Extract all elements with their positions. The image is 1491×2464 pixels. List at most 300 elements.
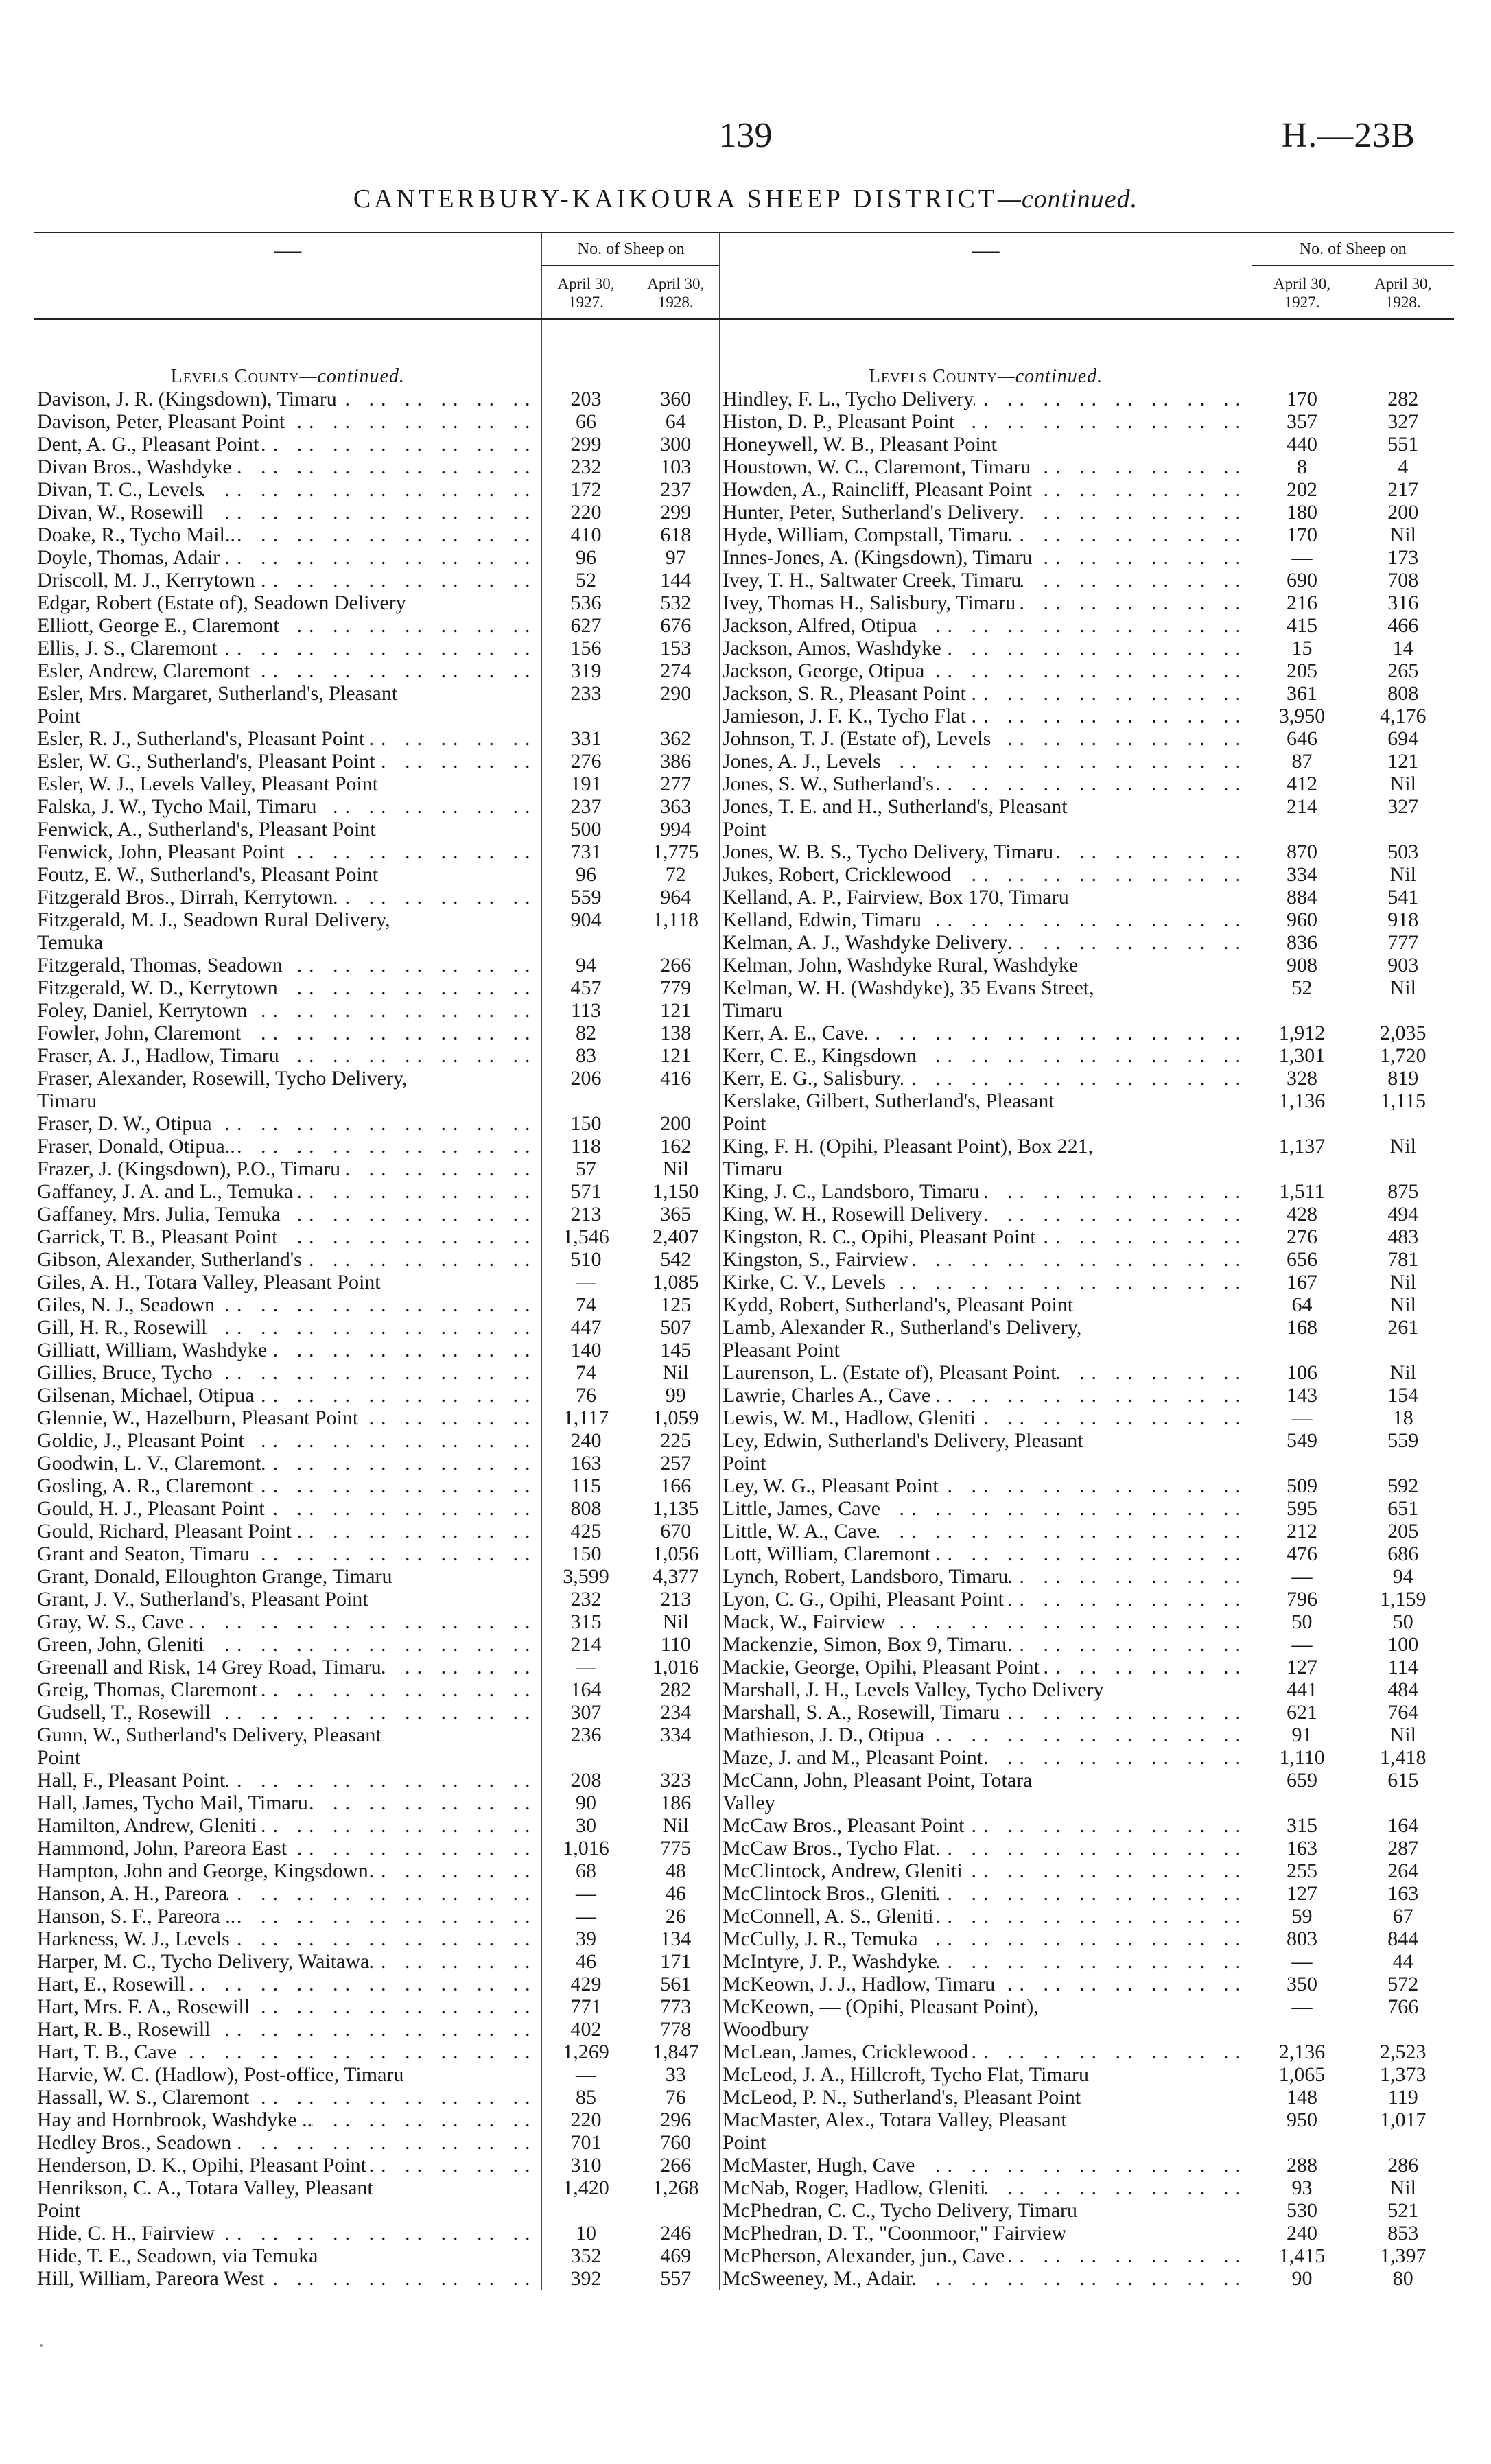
sheep-count-1928: 234 <box>631 1701 720 1724</box>
owner-name: Ivey, Thomas H., Salisbury, Timaru .. .. <box>720 591 1252 614</box>
owner-name: Henderson, D. K., Opihi, Pleasant Point .. .. <box>34 2154 541 2176</box>
table-row <box>720 2176 1454 2199</box>
table-row <box>720 1475 1454 1497</box>
table-row <box>34 727 720 750</box>
owner-name: Maze, J. and M., Pleasant Point .. .. <box>720 1746 1252 1769</box>
owner-name: Kingston, R. C., Opihi, Pleasant Point .. .. <box>720 1225 1252 1248</box>
sheep-count-1927: 90 <box>1252 2267 1352 2290</box>
owner-name: Kerr, C. E., Kingsdown .. .. <box>720 1044 1252 1067</box>
sheep-count-1928: 286 <box>1352 2154 1454 2176</box>
sheep-count-1928: 808 <box>1352 682 1454 705</box>
owner-name: Little, W. A., Cave .. .. <box>720 1520 1252 1542</box>
table-row <box>720 863 1454 886</box>
sheep-count-1928: 994 <box>631 818 720 841</box>
sheep-count-1928: 2,523 <box>1352 2041 1454 2063</box>
table-row <box>720 1814 1454 1837</box>
owner-name: Fraser, A. J., Hadlow, Timaru .. .. <box>34 1044 541 1067</box>
sheep-count-1928: Nil <box>631 1158 720 1180</box>
owner-name: Lamb, Alexander R., Sutherland's Delivery, Pleasant Point <box>720 1316 1252 1361</box>
table-row <box>34 1837 720 1859</box>
owner-name: Lewis, W. M., Hadlow, Gleniti .. .. <box>720 1407 1252 1429</box>
sheep-count-1928: 44 <box>1352 1950 1454 1973</box>
sheep-count-1928: 121 <box>631 999 720 1022</box>
owner-name: Greig, Thomas, Claremont .. .. <box>34 1678 541 1701</box>
sheep-count-1927: 59 <box>1252 1905 1352 1927</box>
table-row <box>720 1746 1454 1769</box>
sheep-count-1928: 1,418 <box>1352 1746 1454 1769</box>
sheep-count-1928: 1,135 <box>631 1497 720 1520</box>
sheep-count-1927: 771 <box>541 1995 631 2018</box>
table-row <box>34 659 720 682</box>
sheep-count-1927: 549 <box>1252 1429 1352 1475</box>
owner-name: McKeown, J. J., Hadlow, Timaru .. .. <box>720 1973 1252 1995</box>
owner-name: Kerr, A. E., Cave .. .. <box>720 1022 1252 1044</box>
owner-name: Kelman, W. H. (Washdyke), 35 Evans Street, Timaru <box>720 976 1252 1022</box>
sheep-count-1928: 778 <box>631 2018 720 2041</box>
owner-name: Goldie, J., Pleasant Point .. .. <box>34 1429 541 1452</box>
owner-name: Edgar, Robert (Estate of), Seadown Delivery <box>37 591 406 614</box>
owner-name: Esler, W. G., Sutherland's, Pleasant Point .. .. <box>34 750 541 773</box>
sheep-count-1927: 299 <box>541 433 631 456</box>
table-row <box>720 1316 1454 1361</box>
sheep-count-1927: 1,110 <box>1252 1746 1352 1769</box>
sheep-count-1927: 220 <box>541 501 631 524</box>
owner-name: Hay and Hornbrook, Washdyke .. .. .. <box>34 2109 541 2131</box>
owner-name: Mackenzie, Simon, Box 9, Timaru .. .. <box>720 1633 1252 1656</box>
sheep-count-1928: 200 <box>1352 501 1454 524</box>
sheep-count-1927: 216 <box>1252 591 1352 614</box>
owner-name: Grant, J. V., Sutherland's, Pleasant Point <box>37 1588 368 1610</box>
owner-name: Lawrie, Charles A., Cave .. .. <box>720 1384 1252 1407</box>
table-row <box>34 1905 720 1927</box>
sheep-count-1927: 627 <box>541 614 631 637</box>
table-row <box>34 569 720 591</box>
table-row <box>34 1293 720 1316</box>
sheep-count-1928: 33 <box>631 2063 720 2086</box>
owner-name: Dent, A. G., Pleasant Point .. .. <box>34 433 541 456</box>
sheep-count-1928: 1,016 <box>631 1656 720 1678</box>
sheep-count-1927: 530 <box>1252 2199 1352 2222</box>
sheep-count-1927: 1,420 <box>541 2176 631 2222</box>
table-row <box>34 1384 720 1407</box>
owner-name: Elliott, George E., Claremont .. .. <box>34 614 541 637</box>
owner-name: King, W. H., Rosewill Delivery .. .. <box>720 1203 1252 1225</box>
owner-name: Henrikson, C. A., Totara Valley, Pleasant Point <box>34 2176 541 2222</box>
sheep-count-1927: 85 <box>541 2086 631 2109</box>
sheep-count-1927: 52 <box>1252 976 1352 1022</box>
sheep-count-1927: 96 <box>541 863 631 886</box>
sheep-count-1927: 10 <box>541 2222 631 2244</box>
owner-name: Giles, A. H., Totara Valley, Pleasant Point <box>37 1271 381 1293</box>
sheep-count-1927: 1,511 <box>1252 1180 1352 1203</box>
sheep-count-1927: 115 <box>541 1475 631 1497</box>
sheep-count-1928: 386 <box>631 750 720 773</box>
sheep-count-1927: 1,136 <box>1252 1090 1352 1135</box>
owner-name: Honeywell, W. B., Pleasant Point <box>720 433 1252 456</box>
table-row <box>34 1542 720 1565</box>
sheep-count-1928: 1,720 <box>1352 1044 1454 1067</box>
sheep-count-1927: 1,301 <box>1252 1044 1352 1067</box>
owner-name-continuation: Valley <box>723 1792 775 1814</box>
sheep-count-1928: 494 <box>1352 1203 1454 1225</box>
owner-name: Hindley, F. L., Tycho Delivery .. .. <box>720 388 1252 410</box>
table-row <box>34 999 720 1022</box>
sheep-count-1928: 484 <box>1352 1678 1454 1701</box>
owner-name: McCaw Bros., Tycho Flat .. .. <box>720 1837 1252 1859</box>
owner-name: Jackson, George, Otipua .. .. <box>720 659 1252 682</box>
sheep-count-1928: 277 <box>631 773 720 795</box>
sheep-count-1927: 163 <box>1252 1837 1352 1859</box>
owner-name: Histon, D. P., Pleasant Point .. .. <box>720 410 1252 433</box>
table-row <box>34 1271 720 1293</box>
table-row <box>34 637 720 659</box>
owner-name: Kelland, A. P., Fairview, Box 170, Timaru <box>720 886 1252 908</box>
owner-name: Divan Bros., Washdyke .. .. <box>34 456 541 478</box>
sheep-count-1927: 233 <box>541 682 631 727</box>
table-row <box>34 1112 720 1135</box>
table-row <box>34 2086 720 2109</box>
sheep-count-1927: 93 <box>1252 2176 1352 2199</box>
owner-name: Lynch, Robert, Landsboro, Timaru .. .. <box>720 1565 1252 1588</box>
table-row <box>720 2041 1454 2063</box>
table-row <box>720 705 1454 727</box>
owner-name: Hide, C. H., Fairview .. .. <box>34 2222 541 2244</box>
sheep-count-1927: 64 <box>1252 1293 1352 1316</box>
left-column <box>34 232 720 2290</box>
sheep-count-1928: 50 <box>1352 1610 1454 1633</box>
owner-name: Hall, James, Tycho Mail, Timaru .. .. <box>34 1792 541 1814</box>
sheep-count-1927: 950 <box>1252 2109 1352 2154</box>
sheep-count-1928: 153 <box>631 637 720 659</box>
table-row <box>34 795 720 818</box>
owner-name: Gibson, Alexander, Sutherland's .. .. <box>34 1248 541 1271</box>
owner-name: McCann, John, Pleasant Point, Totara Valley <box>720 1769 1252 1814</box>
table-row <box>34 1316 720 1339</box>
sheep-count-1928: 541 <box>1352 886 1454 908</box>
county-heading: Levels County—continued. <box>170 366 405 387</box>
right-column <box>719 232 1453 2290</box>
owner-name: Gillies, Bruce, Tycho .. .. <box>34 1361 541 1384</box>
table-row <box>34 908 720 954</box>
owner-name: Foutz, E. W., Sutherland's, Pleasant Point <box>37 863 379 886</box>
sheep-count-1928: 853 <box>1352 2222 1454 2244</box>
sheep-count-1928: 775 <box>631 1837 720 1859</box>
sheep-count-1927: 595 <box>1252 1497 1352 1520</box>
table-row <box>34 1927 720 1950</box>
sheep-count-1927: 46 <box>541 1950 631 1973</box>
sheep-count-1928: 171 <box>631 1950 720 1973</box>
owner-name: Houstown, W. C., Claremont, Timaru .. .. <box>720 456 1252 478</box>
owner-name: Fraser, D. W., Otipua .. .. <box>34 1112 541 1135</box>
owner-name: Jones, S. W., Sutherland's .. .. <box>720 773 1252 795</box>
county-heading: Levels County—continued. <box>720 319 1252 388</box>
sheep-count-1927: 319 <box>541 659 631 682</box>
sheep-count-1927: 240 <box>1252 2222 1352 2244</box>
sheep-count-1928: 777 <box>1352 931 1454 954</box>
sheep-count-1927: 425 <box>541 1520 631 1542</box>
sheep-count-1927: 415 <box>1252 614 1352 637</box>
sheep-count-1928: 416 <box>631 1067 720 1112</box>
page-number: 139 <box>718 116 773 155</box>
sheep-count-1927: 167 <box>1252 1271 1352 1293</box>
owner-name: Doyle, Thomas, Adair .. .. <box>34 546 541 569</box>
sheep-count-1927: — <box>541 1271 631 1293</box>
table-row <box>34 954 720 976</box>
sheep-count-1928: 166 <box>631 1475 720 1497</box>
sheep-count-1927: 1,137 <box>1252 1135 1352 1180</box>
table-row <box>34 818 720 841</box>
sheep-count-1927: 440 <box>1252 433 1352 456</box>
table-row <box>720 1588 1454 1610</box>
owner-name: McClintock, Andrew, Gleniti .. .. <box>720 1859 1252 1882</box>
sheep-count-1927: 803 <box>1252 1927 1352 1950</box>
sheep-count-1928: Nil <box>1352 976 1454 1022</box>
sheep-count-1927: 796 <box>1252 1588 1352 1610</box>
sheep-count-1928: 469 <box>631 2244 720 2267</box>
table-row <box>720 1225 1454 1248</box>
table-row <box>34 1225 720 1248</box>
owner-name: Mack, W., Fairview .. .. <box>720 1610 1252 1633</box>
table-row <box>34 1135 720 1158</box>
table-row <box>720 1995 1454 2041</box>
sheep-count-1927: 1,912 <box>1252 1022 1352 1044</box>
table-row <box>720 1361 1454 1384</box>
table-row <box>720 1610 1454 1633</box>
sheep-count-1927: 140 <box>541 1339 631 1361</box>
sheep-count-1928: 265 <box>1352 659 1454 682</box>
owner-name-continuation: Point <box>37 705 81 727</box>
owner-name-continuation: Point <box>37 1746 81 1769</box>
sheep-count-1927: 255 <box>1252 1859 1352 1882</box>
table-row <box>34 456 720 478</box>
table-row <box>720 659 1454 682</box>
sheep-count-1927: 213 <box>541 1203 631 1225</box>
sheep-count-1928: 145 <box>631 1339 720 1361</box>
sheep-count-1928: 651 <box>1352 1497 1454 1520</box>
owner-name: Gaffaney, J. A. and L., Temuka .. .. <box>34 1180 541 1203</box>
table-row <box>34 1339 720 1361</box>
sheep-count-1927: 66 <box>541 410 631 433</box>
table-row <box>34 1610 720 1633</box>
owner-name: Gudsell, T., Rosewill .. .. <box>34 1701 541 1724</box>
sheep-count-1928: 551 <box>1352 433 1454 456</box>
col-1928-header: April 30, 1928. <box>1352 266 1454 319</box>
sheep-count-1928: 64 <box>631 410 720 433</box>
table-row <box>720 1384 1454 1407</box>
sheep-count-1928: Nil <box>631 1610 720 1633</box>
owner-name-continuation: Point <box>37 2199 81 2222</box>
sheep-count-1927: 510 <box>541 1248 631 1271</box>
owner-name: Johnson, T. J. (Estate of), Levels .. .. <box>720 727 1252 750</box>
owner-name: McMaster, Hugh, Cave .. .. <box>720 2154 1252 2176</box>
sheep-count-1928: 300 <box>631 433 720 456</box>
sheep-count-1927: — <box>541 1656 631 1678</box>
owner-name: Marshall, J. H., Levels Valley, Tycho Delivery <box>720 1678 1252 1701</box>
col-1927-header: April 30, 1927. <box>1252 266 1352 319</box>
owner-name-continuation: Point <box>723 1452 766 1475</box>
sheep-count-1928: Nil <box>631 1814 720 1837</box>
table-row <box>720 1542 1454 1565</box>
col-1928-header: April 30, 1928. <box>631 266 720 319</box>
sheep-count-1928: 205 <box>1352 1520 1454 1542</box>
sheep-count-1927: 163 <box>541 1452 631 1475</box>
sheep-count-1927: 690 <box>1252 569 1352 591</box>
sheep-count-1927: 170 <box>1252 524 1352 546</box>
sheep-count-1928: 686 <box>1352 1542 1454 1565</box>
title-suffix: —continued. <box>998 185 1138 213</box>
sheep-count-1927: 621 <box>1252 1701 1352 1724</box>
table-row <box>34 1520 720 1542</box>
sheep-count-1928: 26 <box>631 1905 720 1927</box>
owner-name: Hart, T. B., Cave .. .. <box>34 2041 541 2063</box>
sheep-count-1927: 76 <box>541 1384 631 1407</box>
owner-name: Gosling, A. R., Claremont .. .. <box>34 1475 541 1497</box>
owner-name: Kingston, S., Fairview .. .. <box>720 1248 1252 1271</box>
sheep-count-1927: 156 <box>541 637 631 659</box>
sheep-count-1927: — <box>541 1882 631 1905</box>
sheep-count-1928: 282 <box>1352 388 1454 410</box>
owner-name: MacMaster, Alex., Totara Valley, Pleasant Point <box>720 2109 1252 2154</box>
owner-name: Fitzgerald, M. J., Seadown Rural Delivery, Temuka <box>34 908 541 954</box>
table-row <box>720 1701 1454 1724</box>
sheep-count-1928: 4,176 <box>1352 705 1454 727</box>
owner-name: Jackson, Alfred, Otipua .. .. <box>720 614 1252 637</box>
sheep-count-1928: 4,377 <box>631 1565 720 1588</box>
sheep-count-1927: — <box>1252 1995 1352 2041</box>
sheep-count-1927: 559 <box>541 886 631 908</box>
owner-name: Kydd, Robert, Sutherland's, Pleasant Point <box>720 1293 1252 1316</box>
table-row <box>34 1950 720 1973</box>
sheep-count-1928: 760 <box>631 2131 720 2154</box>
sheep-count-1927: 509 <box>1252 1475 1352 1497</box>
table-row <box>720 931 1454 954</box>
sheep-count-1927: 3,599 <box>541 1565 631 1588</box>
sheep-count-1927: 83 <box>541 1044 631 1067</box>
owner-name: Esler, R. J., Sutherland's, Pleasant Point .. .. <box>34 727 541 750</box>
sheep-count-1928: 76 <box>631 2086 720 2109</box>
sheep-count-1927: 1,016 <box>541 1837 631 1859</box>
sheep-count-1928: 1,373 <box>1352 2063 1454 2086</box>
owner-name: Hide, T. E., Seadown, via Temuka <box>37 2244 318 2267</box>
table-row <box>34 1859 720 1882</box>
owner-name-continuation: Timaru <box>723 999 783 1022</box>
sheep-count-1928: 773 <box>631 1995 720 2018</box>
sheep-count-1927: 350 <box>1252 1973 1352 1995</box>
sheep-count-1927: 428 <box>1252 1203 1352 1225</box>
sheep-count-1927: 412 <box>1252 773 1352 795</box>
sheep-count-1928: 18 <box>1352 1407 1454 1429</box>
table-row <box>720 908 1454 931</box>
sheep-count-1928: 119 <box>1352 2086 1454 2109</box>
sheep-count-1928: Nil <box>1352 1135 1454 1180</box>
sheep-count-1927: 352 <box>541 2244 631 2267</box>
sheep-count-1927: — <box>1252 546 1352 569</box>
sheep-count-1927: 15 <box>1252 637 1352 659</box>
sheep-count-1927: 2,136 <box>1252 2041 1352 2063</box>
sheep-count-1928: Nil <box>1352 773 1454 795</box>
owner-name: McPhedran, C. C., Tycho Delivery, Timaru <box>720 2199 1252 2222</box>
sheep-count-1927: 402 <box>541 2018 631 2041</box>
table-row <box>34 1407 720 1429</box>
owner-name: Fowler, John, Claremont .. .. <box>34 1022 541 1044</box>
table-row <box>720 1429 1454 1475</box>
table-row <box>720 727 1454 750</box>
table-row <box>720 2267 1454 2290</box>
sheep-count-1927: 118 <box>541 1135 631 1158</box>
table-row <box>720 637 1454 659</box>
owner-name: Frazer, J. (Kingsdown), P.O., Timaru .. .. <box>34 1158 541 1180</box>
owner-name: McLeod, P. N., Sutherland's, Pleasant Point <box>720 2086 1252 2109</box>
sheep-count-1927: 315 <box>1252 1814 1352 1837</box>
owner-name: Glennie, W., Hazelburn, Pleasant Point .. .. <box>34 1407 541 1429</box>
right-table-body <box>720 319 1454 2290</box>
sheep-count-1927: 904 <box>541 908 631 954</box>
sheep-count-1928: 670 <box>631 1520 720 1542</box>
table-row <box>720 501 1454 524</box>
sheep-count-1928: 334 <box>631 1724 720 1769</box>
table-row <box>720 1769 1454 1814</box>
document-reference: H.—23B <box>1281 116 1416 155</box>
table-row <box>34 1044 720 1067</box>
table-row <box>34 2222 720 2244</box>
owner-name: Fitzgerald, Thomas, Seadown .. .. <box>34 954 541 976</box>
sheep-count-1928: 266 <box>631 2154 720 2176</box>
sheep-count-1927: 191 <box>541 773 631 795</box>
sheep-count-1928: 1,085 <box>631 1271 720 1293</box>
table-row <box>34 1656 720 1678</box>
sheep-count-1927: 164 <box>541 1678 631 1701</box>
sheep-count-1927: 237 <box>541 795 631 818</box>
table-row <box>34 1724 720 1769</box>
sheep-table-left <box>34 232 720 2290</box>
owner-name: Kelland, Edwin, Timaru .. .. <box>720 908 1252 931</box>
sheep-count-1928: Nil <box>1352 524 1454 546</box>
sheep-count-1927: 310 <box>541 2154 631 2176</box>
owner-name: Innes-Jones, A. (Kingsdown), Timaru .. .. <box>720 546 1252 569</box>
sheep-count-1927: 74 <box>541 1361 631 1384</box>
table-row <box>34 1497 720 1520</box>
owner-name: Harkness, W. J., Levels .. .. <box>34 1927 541 1950</box>
sheep-count-1928: 100 <box>1352 1633 1454 1656</box>
owner-name: McConnell, A. S., Gleniti .. .. <box>720 1905 1252 1927</box>
sheep-count-1928: 844 <box>1352 1927 1454 1950</box>
owner-name: Hammond, John, Pareora East .. .. <box>34 1837 541 1859</box>
owner-name: King, F. H. (Opihi, Pleasant Point), Box 221, Timaru <box>720 1135 1252 1180</box>
sheep-count-1927: 127 <box>1252 1882 1352 1905</box>
owner-name: Fraser, Donald, Otipua.. .. .. <box>34 1135 541 1158</box>
sheep-count-1928: 764 <box>1352 1701 1454 1724</box>
owner-name: McLeod, J. A., Hillcroft, Tycho Flat, Timaru <box>720 2063 1252 2086</box>
table-row <box>34 1588 720 1610</box>
table-row <box>720 2109 1454 2154</box>
owner-name: Kelman, A. J., Washdyke Delivery .. .. <box>720 931 1252 954</box>
sheep-count-1928: 287 <box>1352 1837 1454 1859</box>
sheep-count-1928: 173 <box>1352 546 1454 569</box>
table-row <box>720 795 1454 841</box>
table-row <box>34 2154 720 2176</box>
sheep-count-1927: 276 <box>541 750 631 773</box>
table-row <box>34 976 720 999</box>
sheep-count-1928: 483 <box>1352 1225 1454 1248</box>
sheep-count-1928: 1,059 <box>631 1407 720 1429</box>
owner-name: McClintock Bros., Gleniti .. .. <box>720 1882 1252 1905</box>
sheep-count-1928: 766 <box>1352 1995 1454 2041</box>
sheep-count-1927: 1,269 <box>541 2041 631 2063</box>
sheep-count-1927: — <box>1252 1565 1352 1588</box>
owner-name: McLean, James, Cricklewood .. .. <box>720 2041 1252 2063</box>
table-row <box>720 1135 1454 1180</box>
table-row <box>34 1882 720 1905</box>
